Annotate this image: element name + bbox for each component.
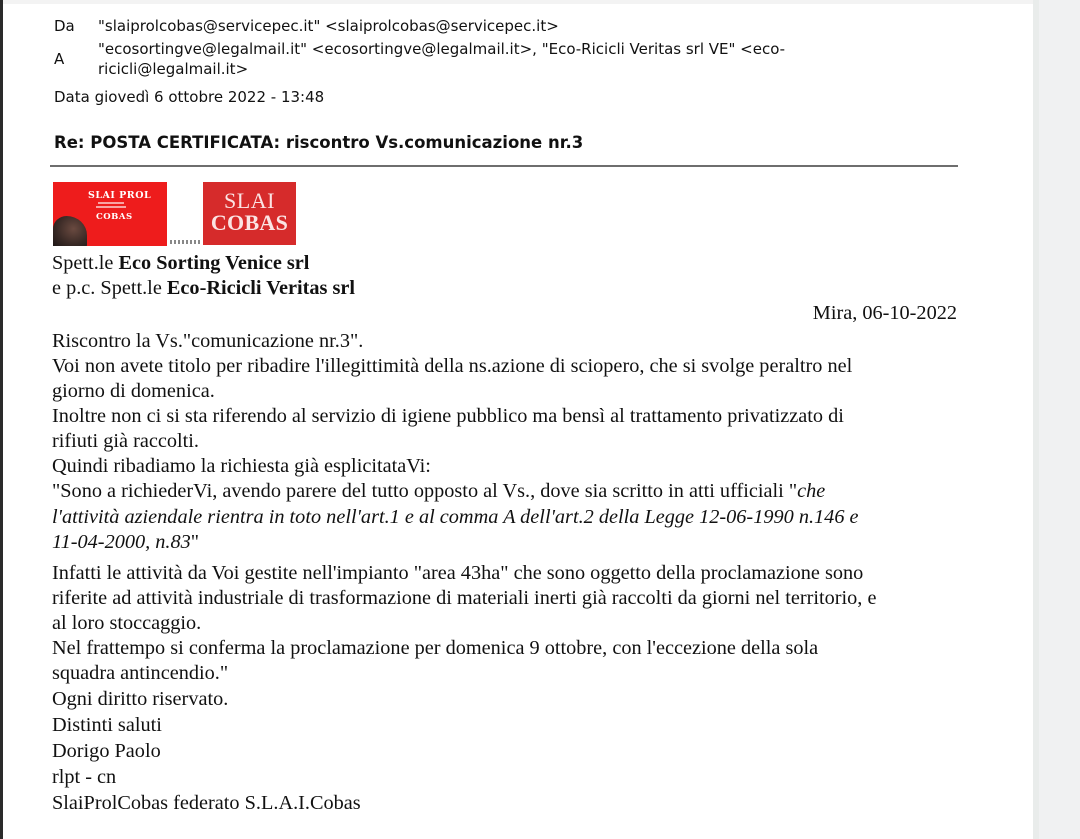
fist-icon [53, 216, 87, 246]
to-value-line2: ricicli@legalmail.it> [98, 60, 249, 78]
date-label: Data [54, 88, 90, 106]
logo1-text-top: SLAI PROL [88, 190, 152, 201]
to-value-line1: "ecosortingve@legalmail.it" <ecosortingve@legalmail.it>, "Eco-Ricicli Veritas srl VE" <eco- [98, 40, 786, 58]
letter-line: Voi non avete titolo per ribadire l'illegittimità della ns.azione di sciopero, che si svolge peraltro nel [52, 355, 853, 377]
place-date: Mira, 06-10-2022 [812, 302, 957, 324]
recipient-line-1 [52, 252, 309, 275]
letter-line: Infatti le attività da Voi gestite nell'impianto "area 43ha" che sono oggetto della proclamazione sono [52, 562, 864, 584]
header-date-row [54, 87, 324, 108]
logo2-text-bottom: COBAS [210, 210, 289, 235]
quote-line-1 [52, 480, 825, 503]
letter-line: Inoltre non ci si sta riferendo al servizio di igiene pubblico ma bensì al trattamento privatizzato di [52, 405, 844, 427]
quote-line-1-italic: che [797, 480, 826, 502]
to-value[interactable] [98, 39, 918, 79]
recipient1-name: Eco Sorting Venice srl [118, 252, 310, 274]
email-subject: Re: POSTA CERTIFICATA: riscontro Vs.comunicazione nr.3 [54, 133, 584, 152]
side-panel [1033, 0, 1080, 839]
quote-line-2: l'attività aziendale rientra in toto nell'art.1 e al comma A dell'art.2 della Legge 12-06-1990 n.146 e [52, 506, 859, 528]
letter-line: riferite ad attività industriale di trasformazione di materiali inerti già raccolti da giorni nel territorio, e [52, 587, 877, 609]
window-left-border [0, 0, 3, 839]
letter-line: al loro stoccaggio. [52, 612, 202, 634]
recipient2-name: Eco-Ricicli Veritas srl [166, 277, 356, 299]
header-to-row [54, 39, 918, 79]
logo1-text-bottom: COBAS [96, 212, 133, 222]
quote-line-3-italic: 11-04-2000, n.83 [52, 531, 191, 553]
recipient-line-2 [52, 277, 355, 300]
recipient1-prefix: Spett.le [52, 252, 119, 274]
letter-line: Quindi ribadiamo la richiesta già esplicitataVi: [52, 455, 431, 477]
signature-role: rlpt - cn [52, 766, 117, 788]
subject-divider [50, 165, 958, 167]
letter-line: giorno di domenica. [52, 380, 215, 402]
letter-line: squadra antincendio." [52, 662, 229, 684]
quote-line-3 [52, 531, 199, 554]
logo1-small-text-bar [98, 202, 124, 204]
recipient2-prefix: e p.c. Spett.le [52, 277, 167, 299]
quote-line-3-text: " [190, 531, 200, 553]
slai-prol-cobas-logo [53, 182, 167, 246]
logo2-text-top: SLAI [224, 188, 275, 213]
slai-cobas-logo [203, 182, 296, 245]
signature-org: SlaiProlCobas federato S.L.A.I.Cobas [52, 792, 361, 814]
letter-line: Riscontro la Vs."comunicazione nr.3". [52, 330, 364, 352]
signature-name: Dorigo Paolo [52, 740, 161, 762]
header-from-row [54, 16, 559, 37]
letter-line: Ogni diritto riservato. [52, 688, 229, 710]
top-edge [3, 0, 1033, 4]
logo-separator-text [170, 240, 200, 244]
from-label: Da [54, 17, 75, 35]
letter-line: rifiuti già raccolti. [52, 430, 199, 452]
letter-line: Nel frattempo si conferma la proclamazione per domenica 9 ottobre, con l'eccezione della sola [52, 637, 819, 659]
to-label: A [54, 49, 65, 68]
from-value[interactable]: "slaiprolcobas@servicepec.it" <slaiprolcobas@servicepec.it> [98, 17, 559, 35]
date-value: giovedì 6 ottobre 2022 - 13:48 [94, 88, 325, 106]
logo1-small-text-bar-2 [96, 206, 126, 208]
letter-line: Distinti saluti [52, 714, 162, 736]
quote-line-1-text: "Sono a richiederVi, avendo parere del tutto opposto al Vs., dove sia scritto in atti ufficiali " [52, 480, 798, 502]
